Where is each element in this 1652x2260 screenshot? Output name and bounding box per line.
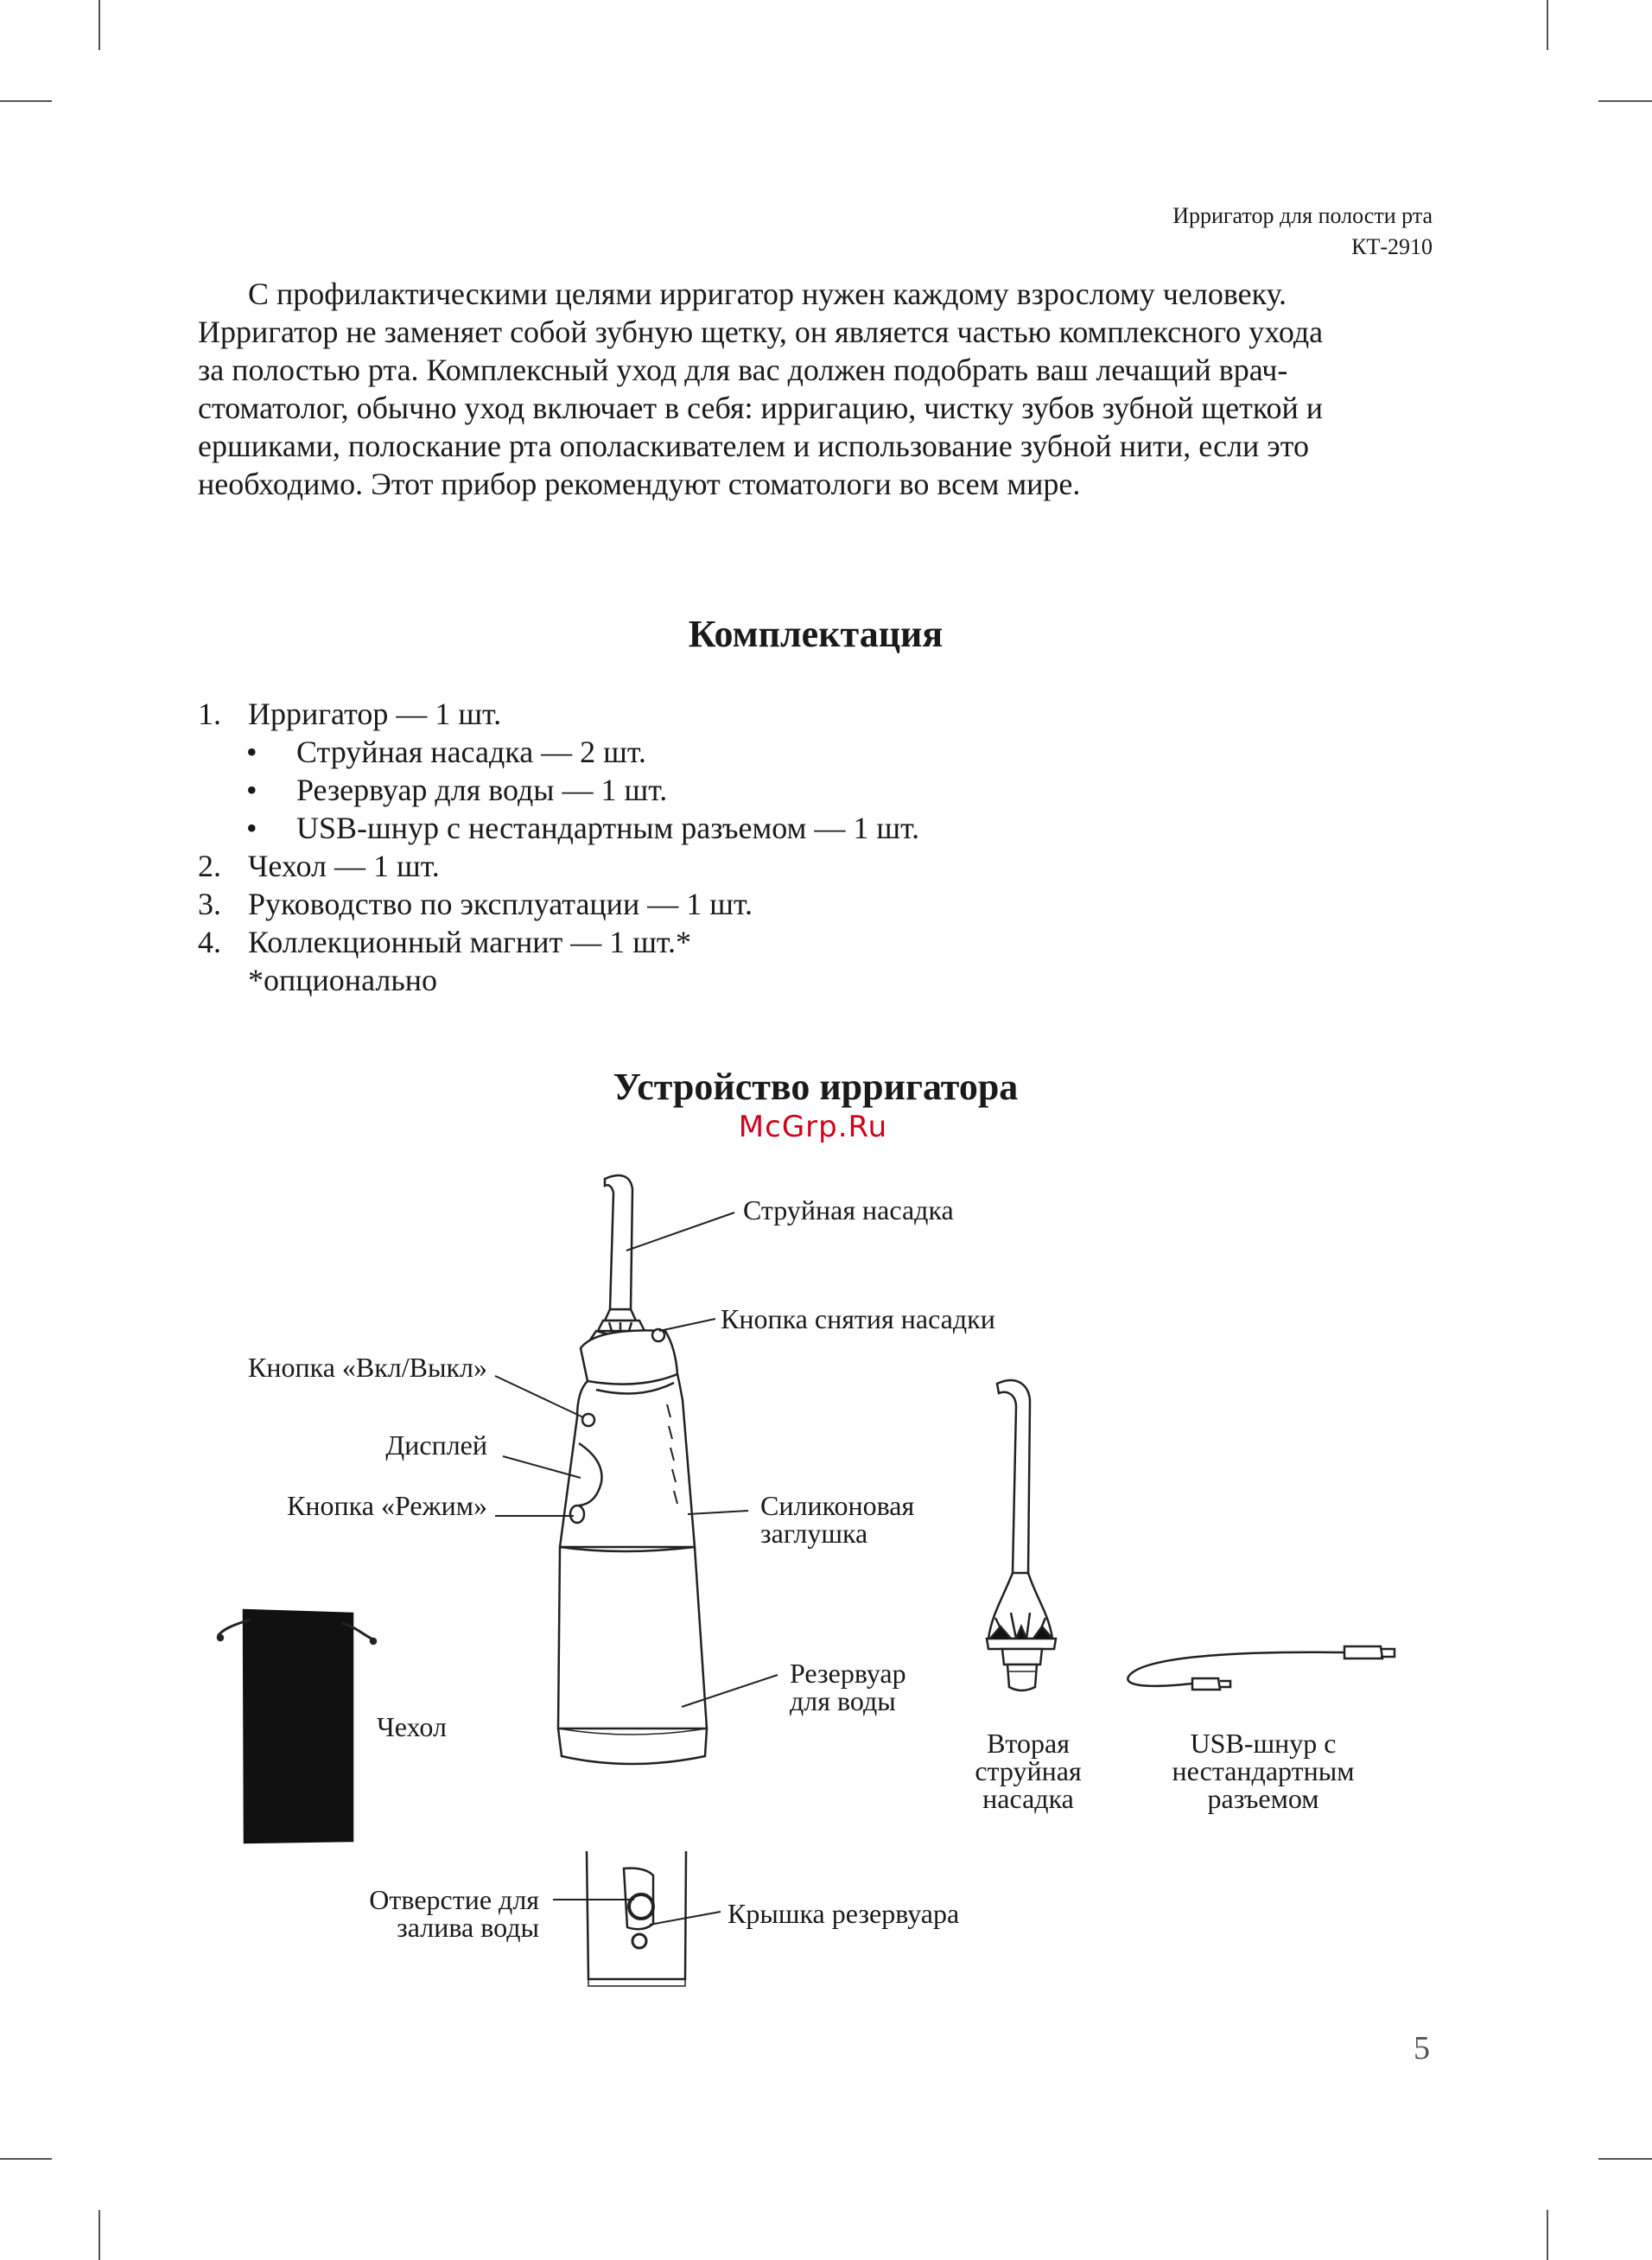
tank-lid-illustration xyxy=(587,1851,686,1986)
label-line: USB-шнур с xyxy=(1190,1728,1337,1759)
intro-line: ершиками, полоскание рта ополаскивателем и использование зубной нити, если это xyxy=(198,429,1310,463)
intro-line: Ирригатор не заменяет собой зубную щетку, он является частью комплексного ухода xyxy=(198,315,1324,349)
header-model: КТ-2910 xyxy=(1351,234,1433,259)
pouch-illustration xyxy=(218,1610,376,1843)
label-line: для воды xyxy=(790,1685,896,1716)
label-silicone-plug xyxy=(760,1492,914,1547)
intro-line: за полостью рта. Комплексный уход для вас должен подобрать ваш лечащий врач- xyxy=(198,353,1288,387)
intro-line: стоматолог, обычно уход включает в себя: ирригацию, чистку зубов зубной щеткой и xyxy=(198,391,1324,425)
label-nozzle-release-button: Кнопка снятия насадки xyxy=(721,1303,995,1334)
label-water-tank xyxy=(790,1659,906,1715)
page-number: 5 xyxy=(1414,2030,1430,2066)
item-text: Резервуар для воды — 1 шт. xyxy=(296,773,668,807)
label-nozzle: Струйная насадка xyxy=(743,1194,954,1225)
label-line: насадка xyxy=(982,1783,1074,1814)
item-number: 3. xyxy=(198,887,221,921)
label-display: Дисплей xyxy=(385,1429,487,1461)
label-line: залива воды xyxy=(397,1912,539,1943)
label-pouch: Чехол xyxy=(377,1711,447,1742)
label-line: разъемом xyxy=(1207,1783,1319,1814)
package-title: Комплектация xyxy=(688,613,944,655)
item-text: *опционально xyxy=(248,963,438,997)
item-text: Чехол — 1 шт. xyxy=(248,849,440,883)
item-number: 4. xyxy=(198,925,221,959)
watermark: McGrp.Ru xyxy=(738,1110,888,1144)
device-title: Устройство ирригатора xyxy=(613,1066,1019,1108)
label-line: Резервуар xyxy=(790,1658,906,1689)
bullet: • xyxy=(246,773,257,807)
usb-cable-illustration xyxy=(1128,1646,1395,1690)
item-text: Коллекционный магнит — 1 шт.* xyxy=(248,925,691,959)
header-product: Ирригатор для полости рта xyxy=(1172,203,1433,228)
label-usb-cable xyxy=(1149,1729,1377,1812)
item-text: Ирригатор — 1 шт. xyxy=(248,697,502,731)
bullet: • xyxy=(246,735,257,769)
irrigator-illustration xyxy=(558,1175,707,1764)
label-tank-lid: Крышка резервуара xyxy=(728,1898,960,1929)
label-line: заглушка xyxy=(760,1518,868,1549)
item-text: Струйная насадка — 2 шт. xyxy=(296,735,646,769)
label-line: Отверстие для xyxy=(369,1884,539,1915)
label-fill-hole xyxy=(369,1886,539,1941)
item-number: 1. xyxy=(198,697,221,731)
label-line: Вторая xyxy=(987,1728,1070,1759)
label-power-button: Кнопка «Вкл/Выкл» xyxy=(248,1352,487,1383)
label-line: нестандартным xyxy=(1172,1755,1355,1786)
intro-line: С профилактическими целями ирригатор нужен каждому взрослому человеку. xyxy=(248,277,1287,311)
bullet: • xyxy=(246,811,257,845)
label-line: Силиконовая xyxy=(760,1490,915,1521)
intro-line: необходимо. Этот прибор рекомендуют стоматологи во всем мире. xyxy=(198,467,1081,501)
item-number: 2. xyxy=(198,849,221,883)
label-mode-button: Кнопка «Режим» xyxy=(287,1490,487,1521)
label-second-nozzle xyxy=(959,1729,1097,1812)
item-text: Руководство по эксплуатации — 1 шт. xyxy=(248,887,753,921)
second-nozzle-illustration xyxy=(987,1380,1056,1690)
item-text: USB-шнур с нестандартным разъемом — 1 шт. xyxy=(296,811,920,845)
label-line: струйная xyxy=(975,1755,1082,1786)
